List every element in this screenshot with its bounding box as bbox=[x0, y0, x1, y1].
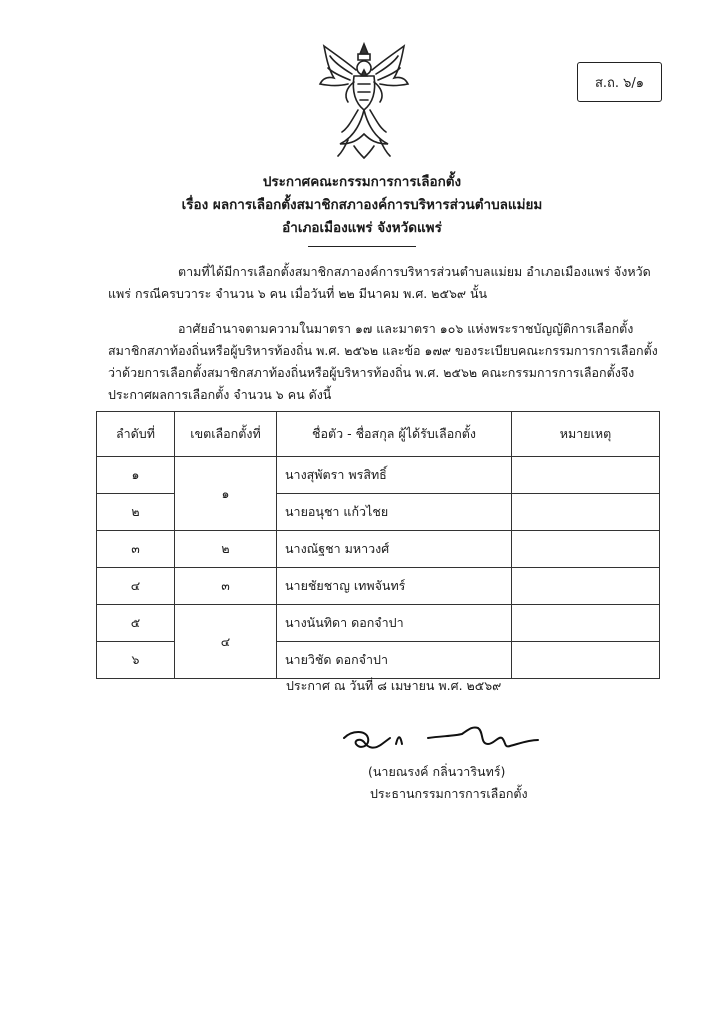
cell-note bbox=[512, 457, 660, 494]
signer-name: (นายณรงค์ กลิ่นวารินทร์) bbox=[368, 764, 506, 779]
cell-name: นางณัฐชา มหาวงศ์ bbox=[277, 531, 512, 568]
header-name: ชื่อตัว - ชื่อสกุล ผู้ได้รับเลือกตั้ง bbox=[277, 412, 512, 457]
cell-note bbox=[512, 605, 660, 642]
cell-order: ๒ bbox=[97, 494, 175, 531]
paragraph-election-info: ตามที่ได้มีการเลือกตั้งสมาชิกสภาองค์การบริหารส่วนตำบลแม่ยม อำเภอเมืองแพร่ จังหวัดแพร่ กรณีครบวาระ จำนวน ๖ คน เมื่อวันที่ ๒๒ มีนาคม พ.ศ. ๒๕๖๙ นั้น bbox=[108, 264, 651, 301]
cell-name: นายอนุชา แก้วไชย bbox=[277, 494, 512, 531]
form-code-box bbox=[577, 62, 662, 102]
cell-order: ๓ bbox=[97, 531, 175, 568]
table-header-row bbox=[97, 412, 660, 457]
cell-note bbox=[512, 531, 660, 568]
table-row bbox=[97, 568, 660, 605]
cell-note bbox=[512, 642, 660, 679]
cell-note bbox=[512, 494, 660, 531]
heading-line-3: อำเภอเมืองแพร่ จังหวัดแพร่ bbox=[282, 220, 442, 236]
form-code: ส.ถ. ๖/๑ bbox=[594, 75, 645, 91]
signer-title: ประธานกรรมการการเลือกตั้ง bbox=[370, 786, 528, 801]
cell-name: นายวิชัด ดอกจำปา bbox=[277, 642, 512, 679]
results-table bbox=[96, 411, 660, 679]
cell-order: ๖ bbox=[97, 642, 175, 679]
table-row bbox=[97, 457, 660, 494]
cell-district: ๓ bbox=[175, 568, 277, 605]
announcement-date: ประกาศ ณ วันที่ ๘ เมษายน พ.ศ. ๒๕๖๙ bbox=[286, 678, 502, 693]
paragraph-legal-basis: อาศัยอำนาจตามความในมาตรา ๑๗ และมาตรา ๑๐๖ แห่งพระราชบัญญัติการเลือกตั้งสมาชิกสภาท้องถิ่นหรือผู้บริหารท้องถิ่น พ.ศ. ๒๕๖๒ และข้อ ๑๗๙ ของระเบียบคณะกรรมการการเลือกตั้งว่าด้วยการเลือกตั้งสมาชิกสภาท้องถิ่นหรือผู้บริหารท้องถิ่น พ.ศ. ๒๕๖๒ คณะกรรมการการเลือกตั้งจึงประกาศผลการเลือกตั้ง จำนวน ๖ คน ดังนี้ bbox=[108, 321, 658, 402]
cell-order: ๔ bbox=[97, 568, 175, 605]
cell-name: นางนันทิดา ดอกจำปา bbox=[277, 605, 512, 642]
cell-order: ๕ bbox=[97, 605, 175, 642]
cell-district: ๔ bbox=[175, 605, 277, 679]
cell-name: นายชัยชาญ เทพจันทร์ bbox=[277, 568, 512, 605]
table-row bbox=[97, 531, 660, 568]
cell-order: ๑ bbox=[97, 457, 175, 494]
cell-district: ๑ bbox=[175, 457, 277, 531]
heading-line-2: เรื่อง ผลการเลือกตั้งสมาชิกสภาองค์การบริหารส่วนตำบลแม่ยม bbox=[181, 197, 543, 213]
cell-district: ๒ bbox=[175, 531, 277, 568]
cell-name: นางสุพัตรา พรสิทธิ์ bbox=[277, 457, 512, 494]
heading-line-1: ประกาศคณะกรรมการการเลือกตั้ง bbox=[262, 174, 462, 190]
cell-note bbox=[512, 568, 660, 605]
header-district: เขตเลือกตั้งที่ bbox=[175, 412, 277, 457]
table-row bbox=[97, 605, 660, 642]
garuda-emblem bbox=[318, 40, 410, 160]
handwritten-signature bbox=[338, 714, 558, 760]
header-order: ลำดับที่ bbox=[97, 412, 175, 457]
heading-divider bbox=[308, 246, 416, 247]
header-note: หมายเหตุ bbox=[512, 412, 660, 457]
